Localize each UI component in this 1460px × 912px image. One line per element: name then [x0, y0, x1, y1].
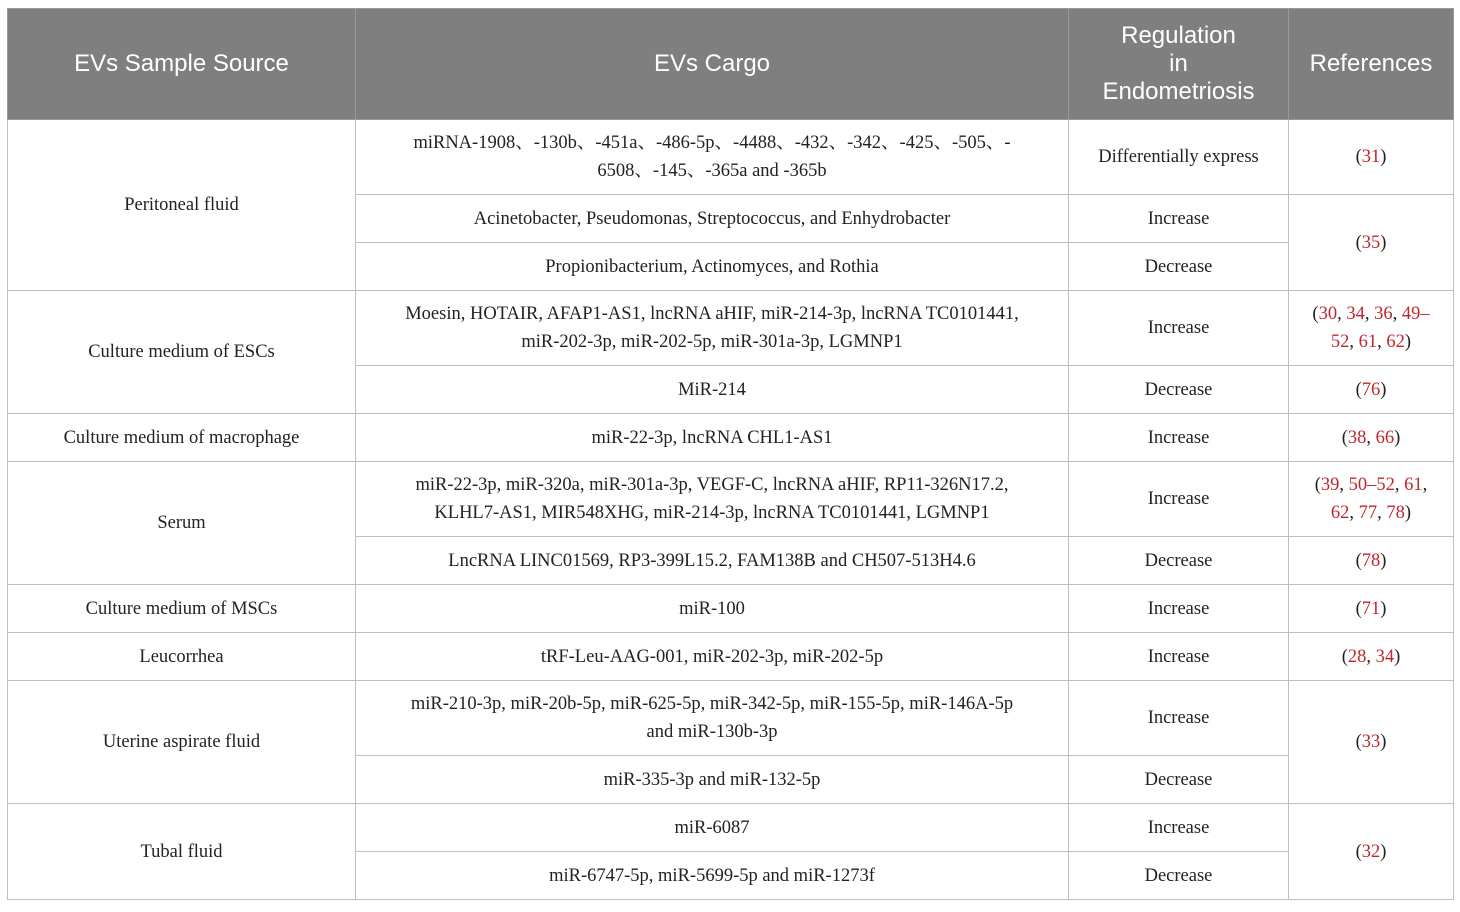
- reference-link[interactable]: 34: [1375, 646, 1395, 667]
- regulation-cell: Increase: [1069, 195, 1289, 243]
- regulation-cell: Differentially express: [1069, 120, 1289, 195]
- cargo-cell: Acinetobacter, Pseudomonas, Streptococcus, and Enhydrobacter: [356, 195, 1069, 243]
- evs-table: [7, 8, 1454, 900]
- table-row: [8, 585, 1454, 633]
- regulation-cell: Decrease: [1069, 756, 1289, 804]
- table-row: [8, 462, 1454, 537]
- reference-cell: (76): [1289, 366, 1454, 414]
- reference-link[interactable]: 78: [1361, 550, 1381, 571]
- reference-link[interactable]: 35: [1361, 232, 1381, 253]
- cargo-cell: miR-335-3p and miR-132-5p: [356, 756, 1069, 804]
- reference-link[interactable]: 32: [1361, 841, 1381, 862]
- reference-link[interactable]: 50–52: [1348, 475, 1395, 495]
- cargo-cell: LncRNA LINC01569, RP3-399L15.2, FAM138B and CH507-513H4.6: [356, 537, 1069, 585]
- reference-cell: (28, 34): [1289, 633, 1454, 681]
- reference-cell: (78): [1289, 537, 1454, 585]
- reference-link[interactable]: 49–: [1401, 304, 1430, 324]
- regulation-cell: Increase: [1069, 804, 1289, 852]
- source-cell: Leucorrhea: [8, 633, 356, 681]
- header-references: References: [1289, 9, 1454, 120]
- header-cargo: EVs Cargo: [356, 9, 1069, 120]
- cargo-cell: MiR-214: [356, 366, 1069, 414]
- regulation-cell: Increase: [1069, 462, 1289, 537]
- regulation-cell: Increase: [1069, 585, 1289, 633]
- cargo-cell: miRNA-1908、-130b、-451a、-486-5p、-4488、-432、-342、-425、-505、- 6508、-145、-365a and -365b: [356, 120, 1069, 195]
- header-regulation-line2: in: [1169, 50, 1188, 77]
- reference-cell: (30, 34, 36, 49– 52, 61, 62): [1289, 291, 1454, 366]
- reference-link[interactable]: 62: [1330, 503, 1350, 523]
- regulation-cell: Decrease: [1069, 366, 1289, 414]
- cargo-cell: miR-6087: [356, 804, 1069, 852]
- regulation-cell: Increase: [1069, 291, 1289, 366]
- reference-link[interactable]: 39: [1320, 475, 1340, 495]
- table-row: [8, 120, 1454, 195]
- cargo-cell: miR-100: [356, 585, 1069, 633]
- reference-link[interactable]: 77: [1358, 503, 1378, 523]
- reference-cell: (31): [1289, 120, 1454, 195]
- regulation-cell: Decrease: [1069, 243, 1289, 291]
- regulation-cell: Increase: [1069, 414, 1289, 462]
- reference-link[interactable]: 52: [1330, 332, 1350, 352]
- reference-link[interactable]: 76: [1361, 379, 1381, 400]
- reference-link[interactable]: 71: [1361, 598, 1381, 619]
- reference-link[interactable]: 66: [1375, 427, 1395, 448]
- reference-link[interactable]: 61: [1404, 475, 1423, 495]
- cargo-cell: miR-22-3p, miR-320a, miR-301a-3p, VEGF-C, lncRNA aHIF, RP11-326N17.2, KLHL7-AS1, MIR548XHG, miR-214-3p, lncRNA TC0101441, LGMNP1: [356, 462, 1069, 537]
- header-regulation-line1: Regulation: [1121, 22, 1236, 49]
- reference-link[interactable]: 30: [1318, 304, 1338, 324]
- reference-cell: (32): [1289, 804, 1454, 900]
- cargo-cell: Propionibacterium, Actinomyces, and Rothia: [356, 243, 1069, 291]
- header-source: EVs Sample Source: [8, 9, 356, 120]
- source-cell: Culture medium of ESCs: [8, 291, 356, 414]
- reference-cell: (33): [1289, 681, 1454, 804]
- table-row: [8, 633, 1454, 681]
- table-row: [8, 291, 1454, 366]
- source-cell: Culture medium of MSCs: [8, 585, 356, 633]
- cargo-cell: miR-6747-5p, miR-5699-5p and miR-1273f: [356, 852, 1069, 900]
- source-cell: Uterine aspirate fluid: [8, 681, 356, 804]
- reference-link[interactable]: 33: [1361, 732, 1381, 752]
- reference-cell: (38, 66): [1289, 414, 1454, 462]
- reference-link[interactable]: 28: [1347, 646, 1367, 667]
- table-row: [8, 414, 1454, 462]
- reference-link[interactable]: 78: [1386, 503, 1405, 523]
- source-cell: Culture medium of macrophage: [8, 414, 356, 462]
- reference-link[interactable]: 34: [1346, 304, 1365, 324]
- header-row: [8, 9, 1454, 120]
- reference-cell: (39, 50–52, 61, 62, 77, 78): [1289, 462, 1454, 537]
- reference-link[interactable]: 38: [1347, 427, 1367, 448]
- regulation-cell: Decrease: [1069, 852, 1289, 900]
- header-regulation: [1069, 9, 1289, 120]
- source-cell: Peritoneal fluid: [8, 120, 356, 291]
- regulation-cell: Increase: [1069, 681, 1289, 756]
- source-cell: Tubal fluid: [8, 804, 356, 900]
- regulation-cell: Decrease: [1069, 537, 1289, 585]
- reference-cell: (71): [1289, 585, 1454, 633]
- cargo-cell: miR-22-3p, lncRNA CHL1-AS1: [356, 414, 1069, 462]
- reference-link[interactable]: 36: [1374, 304, 1393, 324]
- reference-link[interactable]: 61: [1358, 332, 1378, 352]
- table-row: [8, 681, 1454, 756]
- cargo-cell: tRF-Leu-AAG-001, miR-202-3p, miR-202-5p: [356, 633, 1069, 681]
- regulation-cell: Increase: [1069, 633, 1289, 681]
- table-row: [8, 804, 1454, 852]
- reference-link[interactable]: 62: [1386, 332, 1405, 352]
- reference-cell: (35): [1289, 195, 1454, 291]
- header-regulation-line3: Endometriosis: [1102, 78, 1255, 105]
- reference-link[interactable]: 31: [1361, 147, 1381, 167]
- source-cell: Serum: [8, 462, 356, 585]
- cargo-cell: miR-210-3p, miR-20b-5p, miR-625-5p, miR-342-5p, miR-155-5p, miR-146A-5p and miR-130b-3p: [356, 681, 1069, 756]
- cargo-cell: Moesin, HOTAIR, AFAP1-AS1, lncRNA aHIF, miR-214-3p, lncRNA TC0101441, miR-202-3p, miR-202-5p, miR-301a-3p, LGMNP1: [356, 291, 1069, 366]
